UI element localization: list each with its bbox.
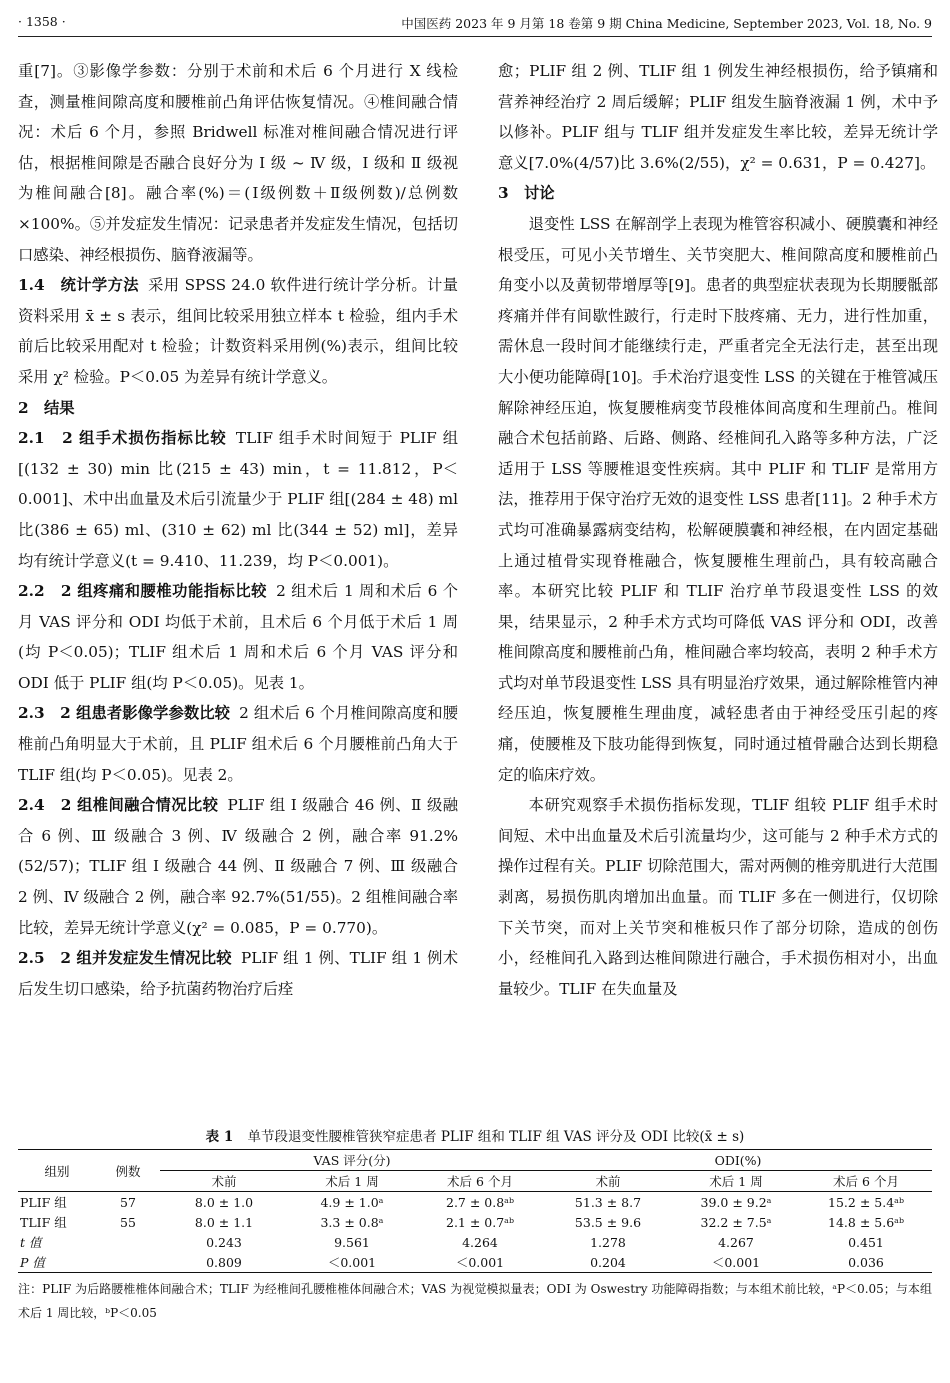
header-group: 组别: [18, 1150, 96, 1192]
subheader-cell: 术前: [544, 1171, 672, 1192]
table-row: [18, 1212, 932, 1232]
table-1-grid: [18, 1149, 932, 1273]
subheader-cell: 术后 6 个月: [416, 1171, 544, 1192]
table-1-number: 表 1: [205, 1129, 234, 1145]
table-1-caption: 单节段退变性腰椎管狭窄症患者 PLIF 组和 TLIF 组 VAS 评分及 ODI 比较(x̄ ± s): [247, 1129, 745, 1145]
table-cell: ＜0.001: [416, 1252, 544, 1273]
row-n: 55: [120, 1214, 136, 1230]
row-label: P 值: [18, 1252, 96, 1273]
table-row: [18, 1252, 932, 1273]
table-cell: 3.3 ± 0.8ᵃ: [320, 1214, 384, 1230]
page-number: · 1358 ·: [18, 14, 66, 29]
table-cell: 2.7 ± 0.8ᵃᵇ: [446, 1194, 514, 1210]
table-cell: 8.0 ± 1.1: [194, 1214, 254, 1230]
heading-2-2: 2.2 2 组疼痛和腰椎功能指标比较: [18, 582, 267, 601]
row-label: TLIF 组: [20, 1215, 67, 1230]
row-n: [96, 1232, 160, 1252]
table-cell: 0.809: [160, 1252, 288, 1273]
header-vas-label: VAS 评分(分): [313, 1153, 391, 1168]
table-cell: 4.267: [718, 1234, 754, 1250]
table-1-note: 注：PLIF 为后路腰椎椎体间融合术；TLIF 为经椎间孔腰椎椎体间融合术；VAS 为视觉模拟量表；ODI 为 Oswestry 功能障碍指数；与本组术前比较，ᵃP＜0.05；与本组术后 1 周比较，ᵇP＜0.05: [18, 1282, 932, 1320]
text-2-2: 2 组术后 1 周和术后 6 个月 VAS 评分和 ODI 均低于术前，且术后 6 个月低于术后 1 周(均 P＜0.05)；TLIF 组术后 1 周和术后 6 个月 VAS 评分和 ODI 低于 PLIF 组(均 P＜0.05)。见表 1。: [18, 582, 458, 692]
paragraph-complications: 愈；PLIF 组 2 例、TLIF 组 1 例发生神经根损伤，给予镇痛和营养神经治疗 2 周后缓解；PLIF 组发生脑脊液漏 1 例，术中予以修补。PLIF 组与 TLIF 组并发症发生率比较，差异无统计学意义[7.0%(4/57)比 3.6%(2/55)，χ² = 0.631，P = 0.427]。: [498, 62, 938, 172]
table-row: [18, 1232, 932, 1252]
section-1-4: [18, 270, 458, 392]
table-cell: 39.0 ± 9.2ᵃ: [700, 1194, 772, 1210]
heading-2-1: 2.1 2 组手术损伤指标比较: [18, 429, 227, 448]
subheader-cell: 术前: [160, 1171, 288, 1192]
text-1-4: 采用 SPSS 24.0 软件进行统计学分析。计量资料采用 x̄ ± s 表示，组间比较采用独立样本 t 检验，组内手术前后比较采用配对 t 检验；计数资料采用例(%)表示，组间比较采用 χ² 检验。P＜0.05 为差异有统计学意义。: [18, 276, 459, 386]
section-2-2: [18, 576, 458, 698]
text-2-4: PLIF 组 Ⅰ 级融合 46 例、Ⅱ 级融合 6 例、Ⅲ 级融合 3 例、Ⅳ 级融合 2 例，融合率 91.2%(52/57)；TLIF 组 Ⅰ 级融合 44 例、Ⅱ 级融合 7 例、Ⅲ 级融合 2 例、Ⅳ 级融合 2 例，融合率 92.7%(51/55)。2 组椎间融合率比较，差异无统计学意义(χ² = 0.085，P = 0.770)。: [18, 796, 458, 937]
section-2-5: [18, 943, 458, 1004]
table-row: [18, 1192, 932, 1213]
header-n: 例数: [96, 1150, 160, 1192]
row-n: [96, 1252, 160, 1273]
table-cell: 9.561: [334, 1234, 370, 1250]
table-cell: 15.2 ± 5.4ᵃᵇ: [828, 1194, 904, 1210]
heading-2-3: 2.3 2 组患者影像学参数比较: [18, 704, 230, 723]
table-cell: 0.451: [848, 1234, 884, 1250]
right-column: [498, 56, 938, 1004]
table-cell: 0.243: [206, 1234, 242, 1250]
journal-running-title: 中国医药 2023 年 9 月第 18 卷第 9 期 China Medicine, September 2023, Vol. 18, No. 9: [401, 16, 932, 31]
heading-1-4: 1.4 统计学方法: [18, 276, 139, 295]
table-cell: 4.264: [462, 1234, 498, 1250]
text-2-5: PLIF 组 1 例、TLIF 组 1 例术后发生切口感染，给予抗菌药物治疗后痊: [18, 949, 458, 998]
table-cell: 51.3 ± 8.7: [574, 1194, 642, 1210]
section-2-3: [18, 698, 458, 790]
header-odi-label: ODI(%): [714, 1152, 762, 1168]
table-cell: 8.0 ± 1.0: [194, 1194, 254, 1210]
table-cell: 0.204: [544, 1252, 672, 1273]
header-odi: [544, 1150, 932, 1171]
paragraph-methods-tail: 重[7]。③影像学参数：分别于术前和术后 6 个月进行 X 线检查，测量椎间隙高度和腰椎前凸角评估恢复情况。④椎间融合情况：术后 6 个月，参照 Bridwell 标准对椎间融合情况进行评估，根据椎间隙是否融合良好分为 Ⅰ 级 ~ Ⅳ 级，Ⅰ 级和 Ⅱ 级视为椎间融合[8]。融合率(%)＝(Ⅰ级例数＋Ⅱ级例数)/总例数×100%。⑤并发症发生情况：记录患者并发症发生情况，包括切口感染、神经根损伤、脑脊液漏等。: [18, 62, 458, 264]
table-cell: 32.2 ± 7.5ᵃ: [700, 1214, 772, 1230]
left-column: [18, 56, 458, 1004]
table-cell: 1.278: [590, 1234, 626, 1250]
section-2-1: [18, 423, 458, 576]
table-cell: ＜0.001: [288, 1252, 416, 1273]
table-cell: ＜0.001: [672, 1252, 800, 1273]
row-label: PLIF 组: [20, 1195, 67, 1210]
paragraph-discussion-1: 退变性 LSS 在解剖学上表现为椎管容积减小、硬膜囊和神经根受压，可见小关节增生、关节突肥大、椎间隙高度和腰椎前凸角变小以及黄韧带增厚等[9]。患者的典型症状表现为长期腰骶部疼痛并伴有间歇性跛行，行走时下肢疼痛、无力，进行性加重，需休息一段时间才能继续行走，严重者完全无法行走，甚至出现大小便功能障碍[10]。手术治疗退变性 LSS 的关键在于椎管减压解除神经压迫，恢复腰椎病变节段椎体间高度和生理前凸。椎间融合术包括前路、后路、侧路、经椎间孔入路等多种方法，广泛适用于 LSS 等腰椎退变性疾病。其中 PLIF 和 TLIF 是常用方法，推荐用于保守治疗无效的退变性 LSS 患者[11]。2 种手术方式均可准确暴露病变结构，松解硬膜囊和神经根，在内固定基础上通过植骨实现脊椎融合，恢复腰椎生理前凸，具有较高融合率。本研究比较 PLIF 和 TLIF 治疗单节段退变性 LSS 的效果，结果显示，2 种手术方式均可降低 VAS 评分和 ODI，改善椎间隙高度和腰椎前凸角，椎间融合率均较高，表明 2 种手术方式均对单节段退变性 LSS 具有明显治疗效果，通过解除椎管内神经压迫，恢复腰椎生理曲度，减轻患者由于神经受压引起的疼痛，使腰椎及下肢功能得到恢复，同时通过植骨融合达到长期稳定的临床疗效。: [498, 214, 938, 784]
heading-results: 2 结果: [18, 398, 75, 417]
row-label: t 值: [20, 1235, 42, 1250]
table-cell: 14.8 ± 5.6ᵃᵇ: [828, 1214, 904, 1230]
paragraph-discussion-2: 本研究观察手术损伤指标发现，TLIF 组较 PLIF 组手术时间短、术中出血量及术后引流量均少，这可能与 2 种手术方式的操作过程有关。PLIF 切除范围大，需对两侧的椎旁肌进行大范围剥离，易损伤肌肉增加出血量。而 TLIF 多在一侧进行，仅切除下关节突，而对上关节突和椎板只作了部分切除，造成的创伤小，经椎间孔入路到达椎间隙进行融合，手术损伤相对小，出血量较少。TLIF 在失血量及: [498, 796, 938, 998]
table-cell: 4.9 ± 1.0ᵃ: [320, 1194, 384, 1210]
heading-discussion: 3 讨论: [498, 184, 555, 203]
table-cell: 0.036: [800, 1252, 932, 1273]
page-header: [18, 10, 932, 37]
row-n: 57: [120, 1194, 136, 1210]
subheader-cell: 术后 1 周: [672, 1171, 800, 1192]
section-2-4: [18, 790, 458, 943]
table-cell: 53.5 ± 9.6: [574, 1214, 642, 1230]
table-1: [18, 1125, 932, 1325]
heading-2-4: 2.4 2 组椎间融合情况比较: [18, 796, 219, 815]
text-2-1: TLIF 组手术时间短于 PLIF 组[(132 ± 30) min 比(215 ± 43) min，t = 11.812，P＜0.001]、术中出血量及术后引流量少于 PLIF 组[(284 ± 48) ml 比(386 ± 65) ml、(310 ± 62) ml 比(344 ± 52) ml]，差异均有统计学意义(t = 9.410、11.239，均 P＜0.001)。: [18, 429, 458, 570]
table-cell: 2.1 ± 0.7ᵃᵇ: [446, 1214, 514, 1230]
subheader-cell: 术后 1 周: [288, 1171, 416, 1192]
heading-2-5: 2.5 2 组并发症发生情况比较: [18, 949, 232, 968]
header-vas: [160, 1150, 544, 1171]
table-1-title: [18, 1125, 932, 1149]
text-2-3: 2 组术后 6 个月椎间隙高度和腰椎前凸角明显大于术前，且 PLIF 组术后 6 个月腰椎前凸角大于 TLIF 组(均 P＜0.05)。见表 2。: [18, 704, 458, 784]
subheader-cell: 术后 6 个月: [800, 1171, 932, 1192]
